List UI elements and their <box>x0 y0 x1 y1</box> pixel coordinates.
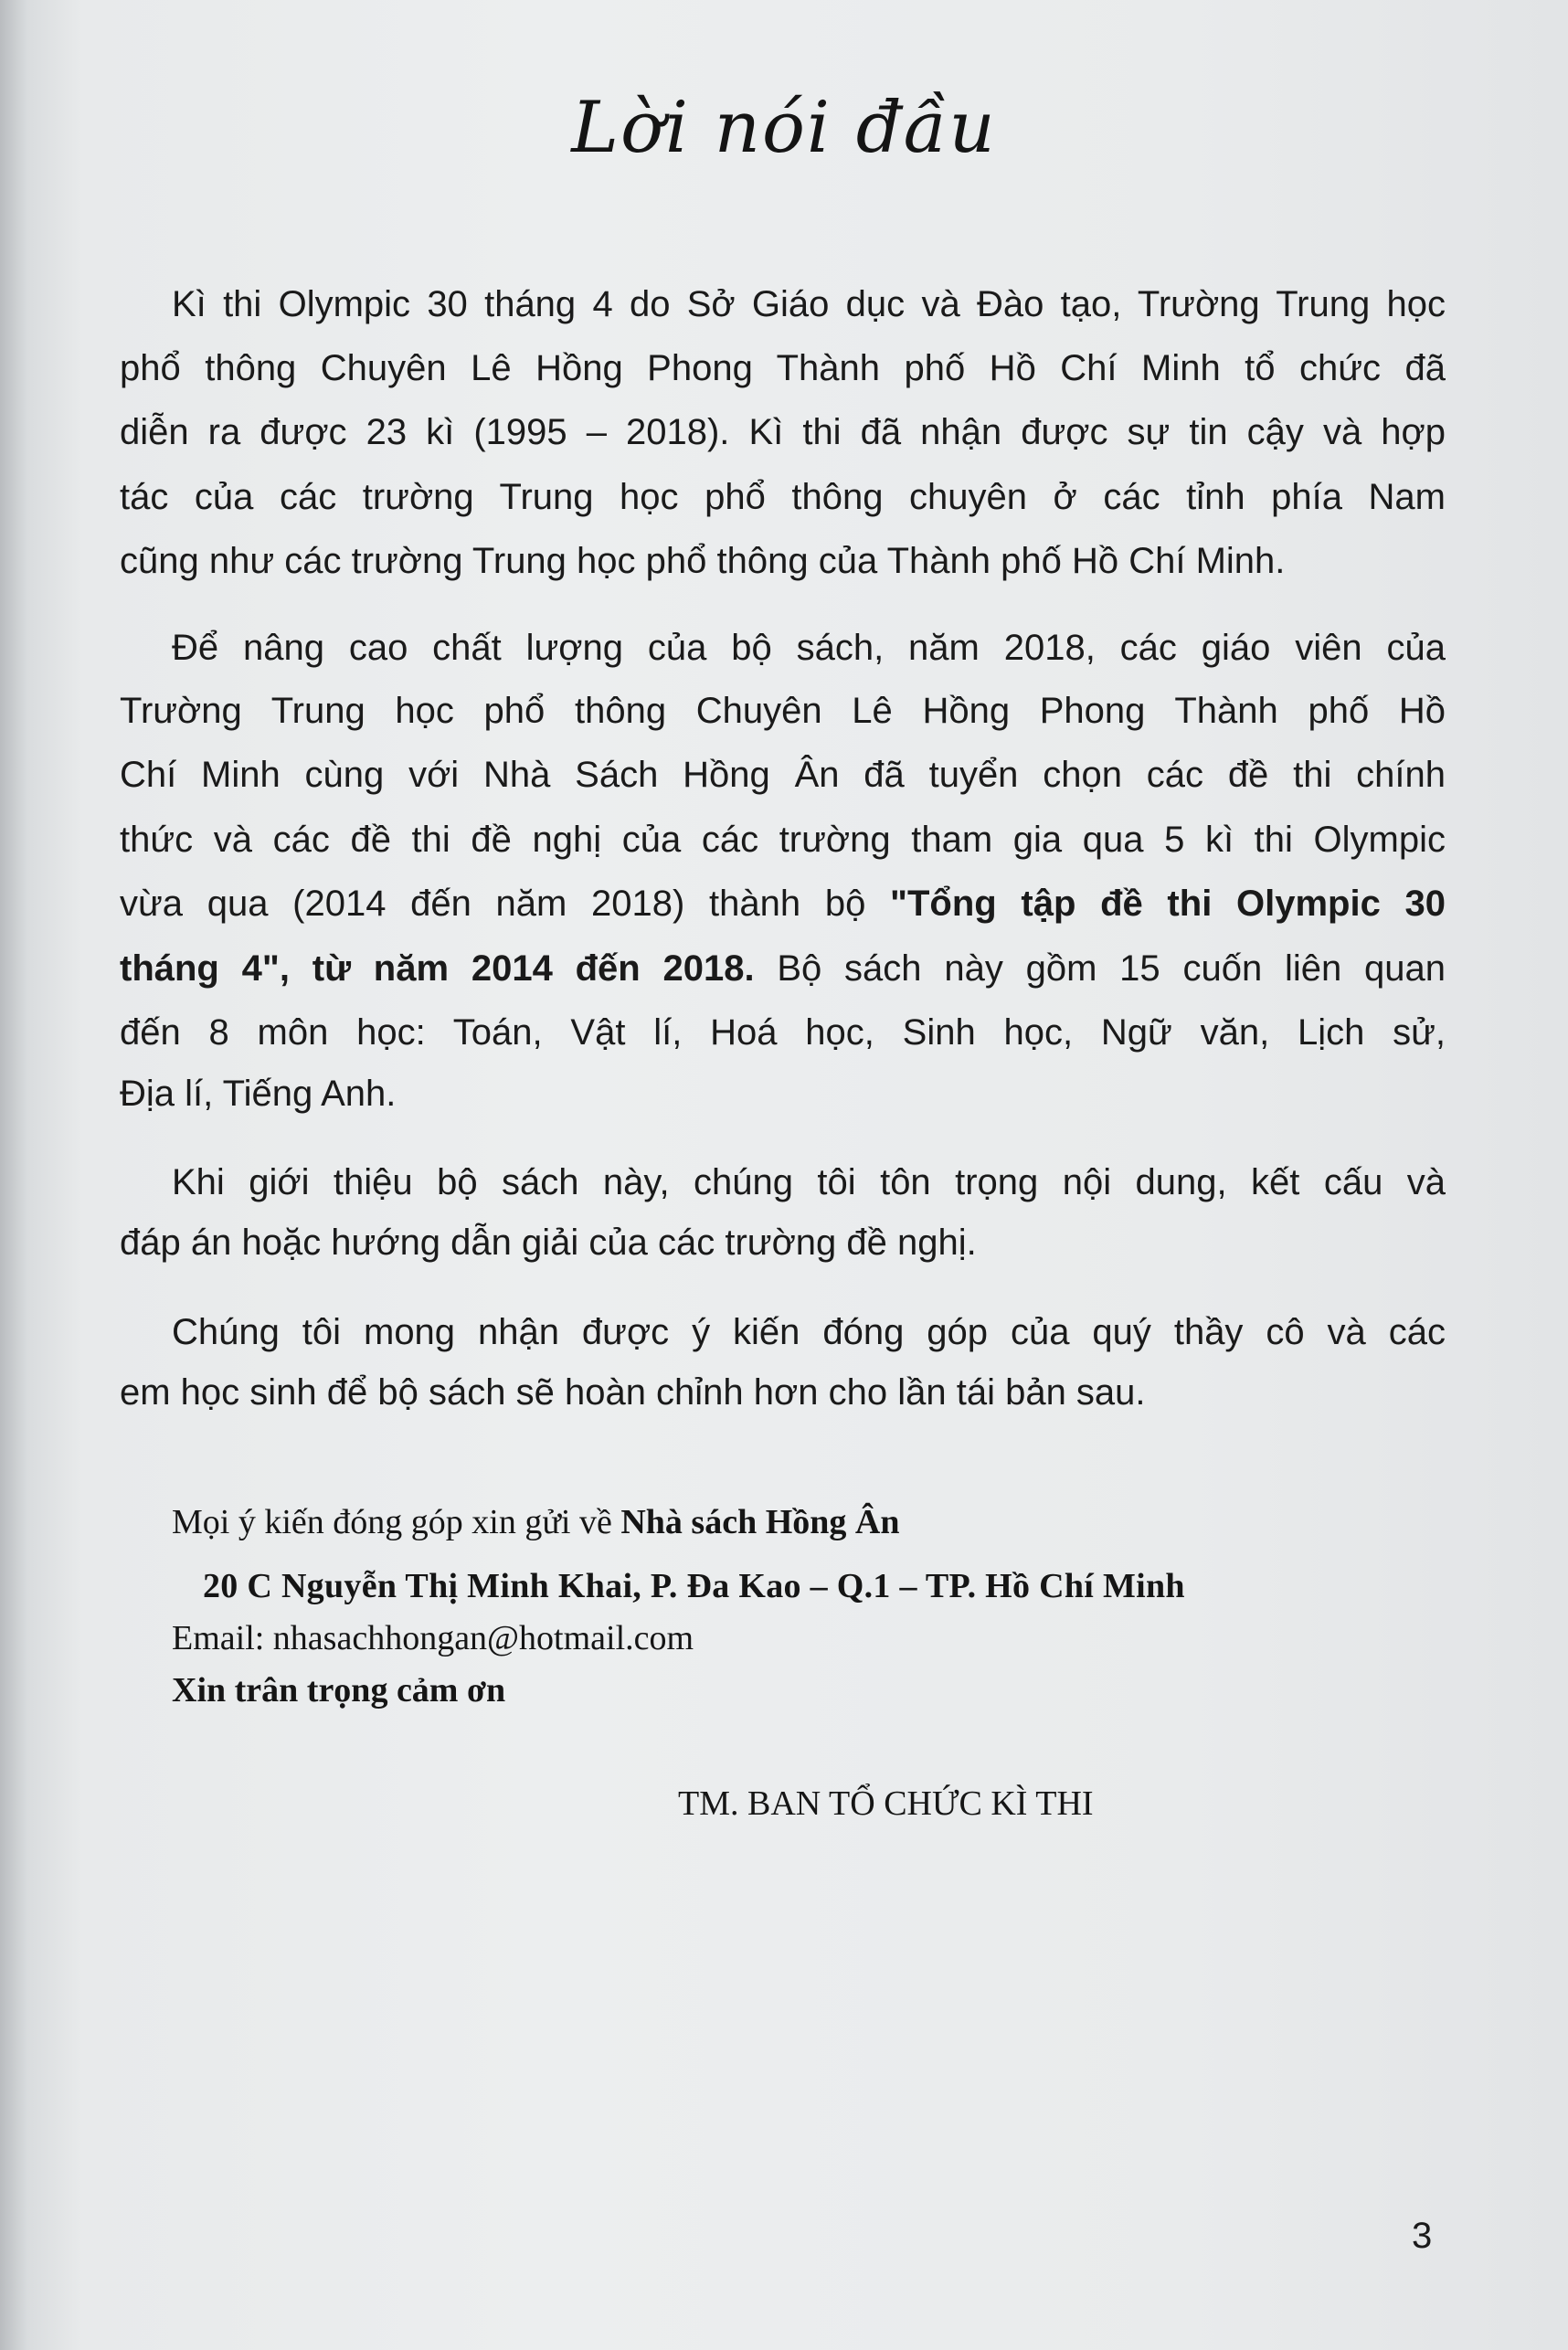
thanks-line: Xin trân trọng cảm ơn <box>172 1671 506 1710</box>
text-segment: Bộ sách này gồm 15 cuốn liên quan <box>754 948 1446 989</box>
text-line: Kì thi Olympic 30 tháng 4 do Sở Giáo dục và Đào tạo, Trường Trung học <box>172 284 1446 324</box>
text-line: cũng như các trường Trung học phổ thông của Thành phố Hồ Chí Minh. <box>120 541 1286 581</box>
text-line: diễn ra được 23 kì (1995 – 2018). Kì thi đã nhận được sự tin cậy và hợp <box>120 412 1446 452</box>
contact-email: Email: nhasachhongan@hotmail.com <box>172 1619 694 1657</box>
contact-intro-text: Mọi ý kiến đóng góp xin gửi về <box>172 1503 621 1541</box>
text-line: em học sinh để bộ sách sẽ hoàn chỉnh hơn cho lần tái bản sau. <box>120 1372 1146 1413</box>
text-line: Chí Minh cùng với Nhà Sách Hồng Ân đã tuyển chọn các đề thi chính <box>120 755 1446 795</box>
text-line: đáp án hoặc hướng dẫn giải của các trường đề nghị. <box>120 1223 977 1263</box>
text-line: Khi giới thiệu bộ sách này, chúng tôi tôn trọng nội dung, kết cấu và <box>172 1162 1446 1202</box>
text-line: phổ thông Chuyên Lê Hồng Phong Thành phố Hồ Chí Minh tổ chức đã <box>120 348 1446 388</box>
publisher-address: 20 C Nguyễn Thị Minh Khai, P. Đa Kao – Q.1 – TP. Hồ Chí Minh <box>203 1567 1185 1605</box>
text-line: thức và các đề thi đề nghị của các trường tham gia qua 5 kì thi Olympic <box>120 820 1446 860</box>
book-title-bold: tháng 4", từ năm 2014 đến 2018. <box>120 948 755 989</box>
signature: TM. BAN TỔ CHỨC KÌ THI <box>678 1784 1094 1823</box>
text-line: đến 8 môn học: Toán, Vật lí, Hoá học, Sinh học, Ngữ văn, Lịch sử, <box>120 1012 1446 1053</box>
publisher-name: Nhà sách Hồng Ân <box>620 1503 900 1541</box>
text-line: Chúng tôi mong nhận được ý kiến đóng góp của quý thầy cô và các <box>172 1312 1446 1352</box>
text-segment: vừa qua (2014 đến năm 2018) thành bộ <box>120 884 890 924</box>
contact-intro <box>172 1501 900 1543</box>
text-line: Để nâng cao chất lượng của bộ sách, năm 2018, các giáo viên của <box>172 628 1446 668</box>
text-line <box>120 946 1446 991</box>
page-title: Lời nói đầu <box>571 87 997 169</box>
book-title-bold: "Tổng tập đề thi Olympic 30 <box>890 884 1446 924</box>
text-line: Trường Trung học phổ thông Chuyên Lê Hồng Phong Thành phố Hồ <box>120 691 1446 731</box>
text-line: tác của các trường Trung học phổ thông chuyên ở các tỉnh phía Nam <box>120 477 1446 517</box>
page-number: 3 <box>1412 2216 1433 2256</box>
text-line <box>120 881 1446 926</box>
text-line: Địa lí, Tiếng Anh. <box>120 1074 397 1114</box>
